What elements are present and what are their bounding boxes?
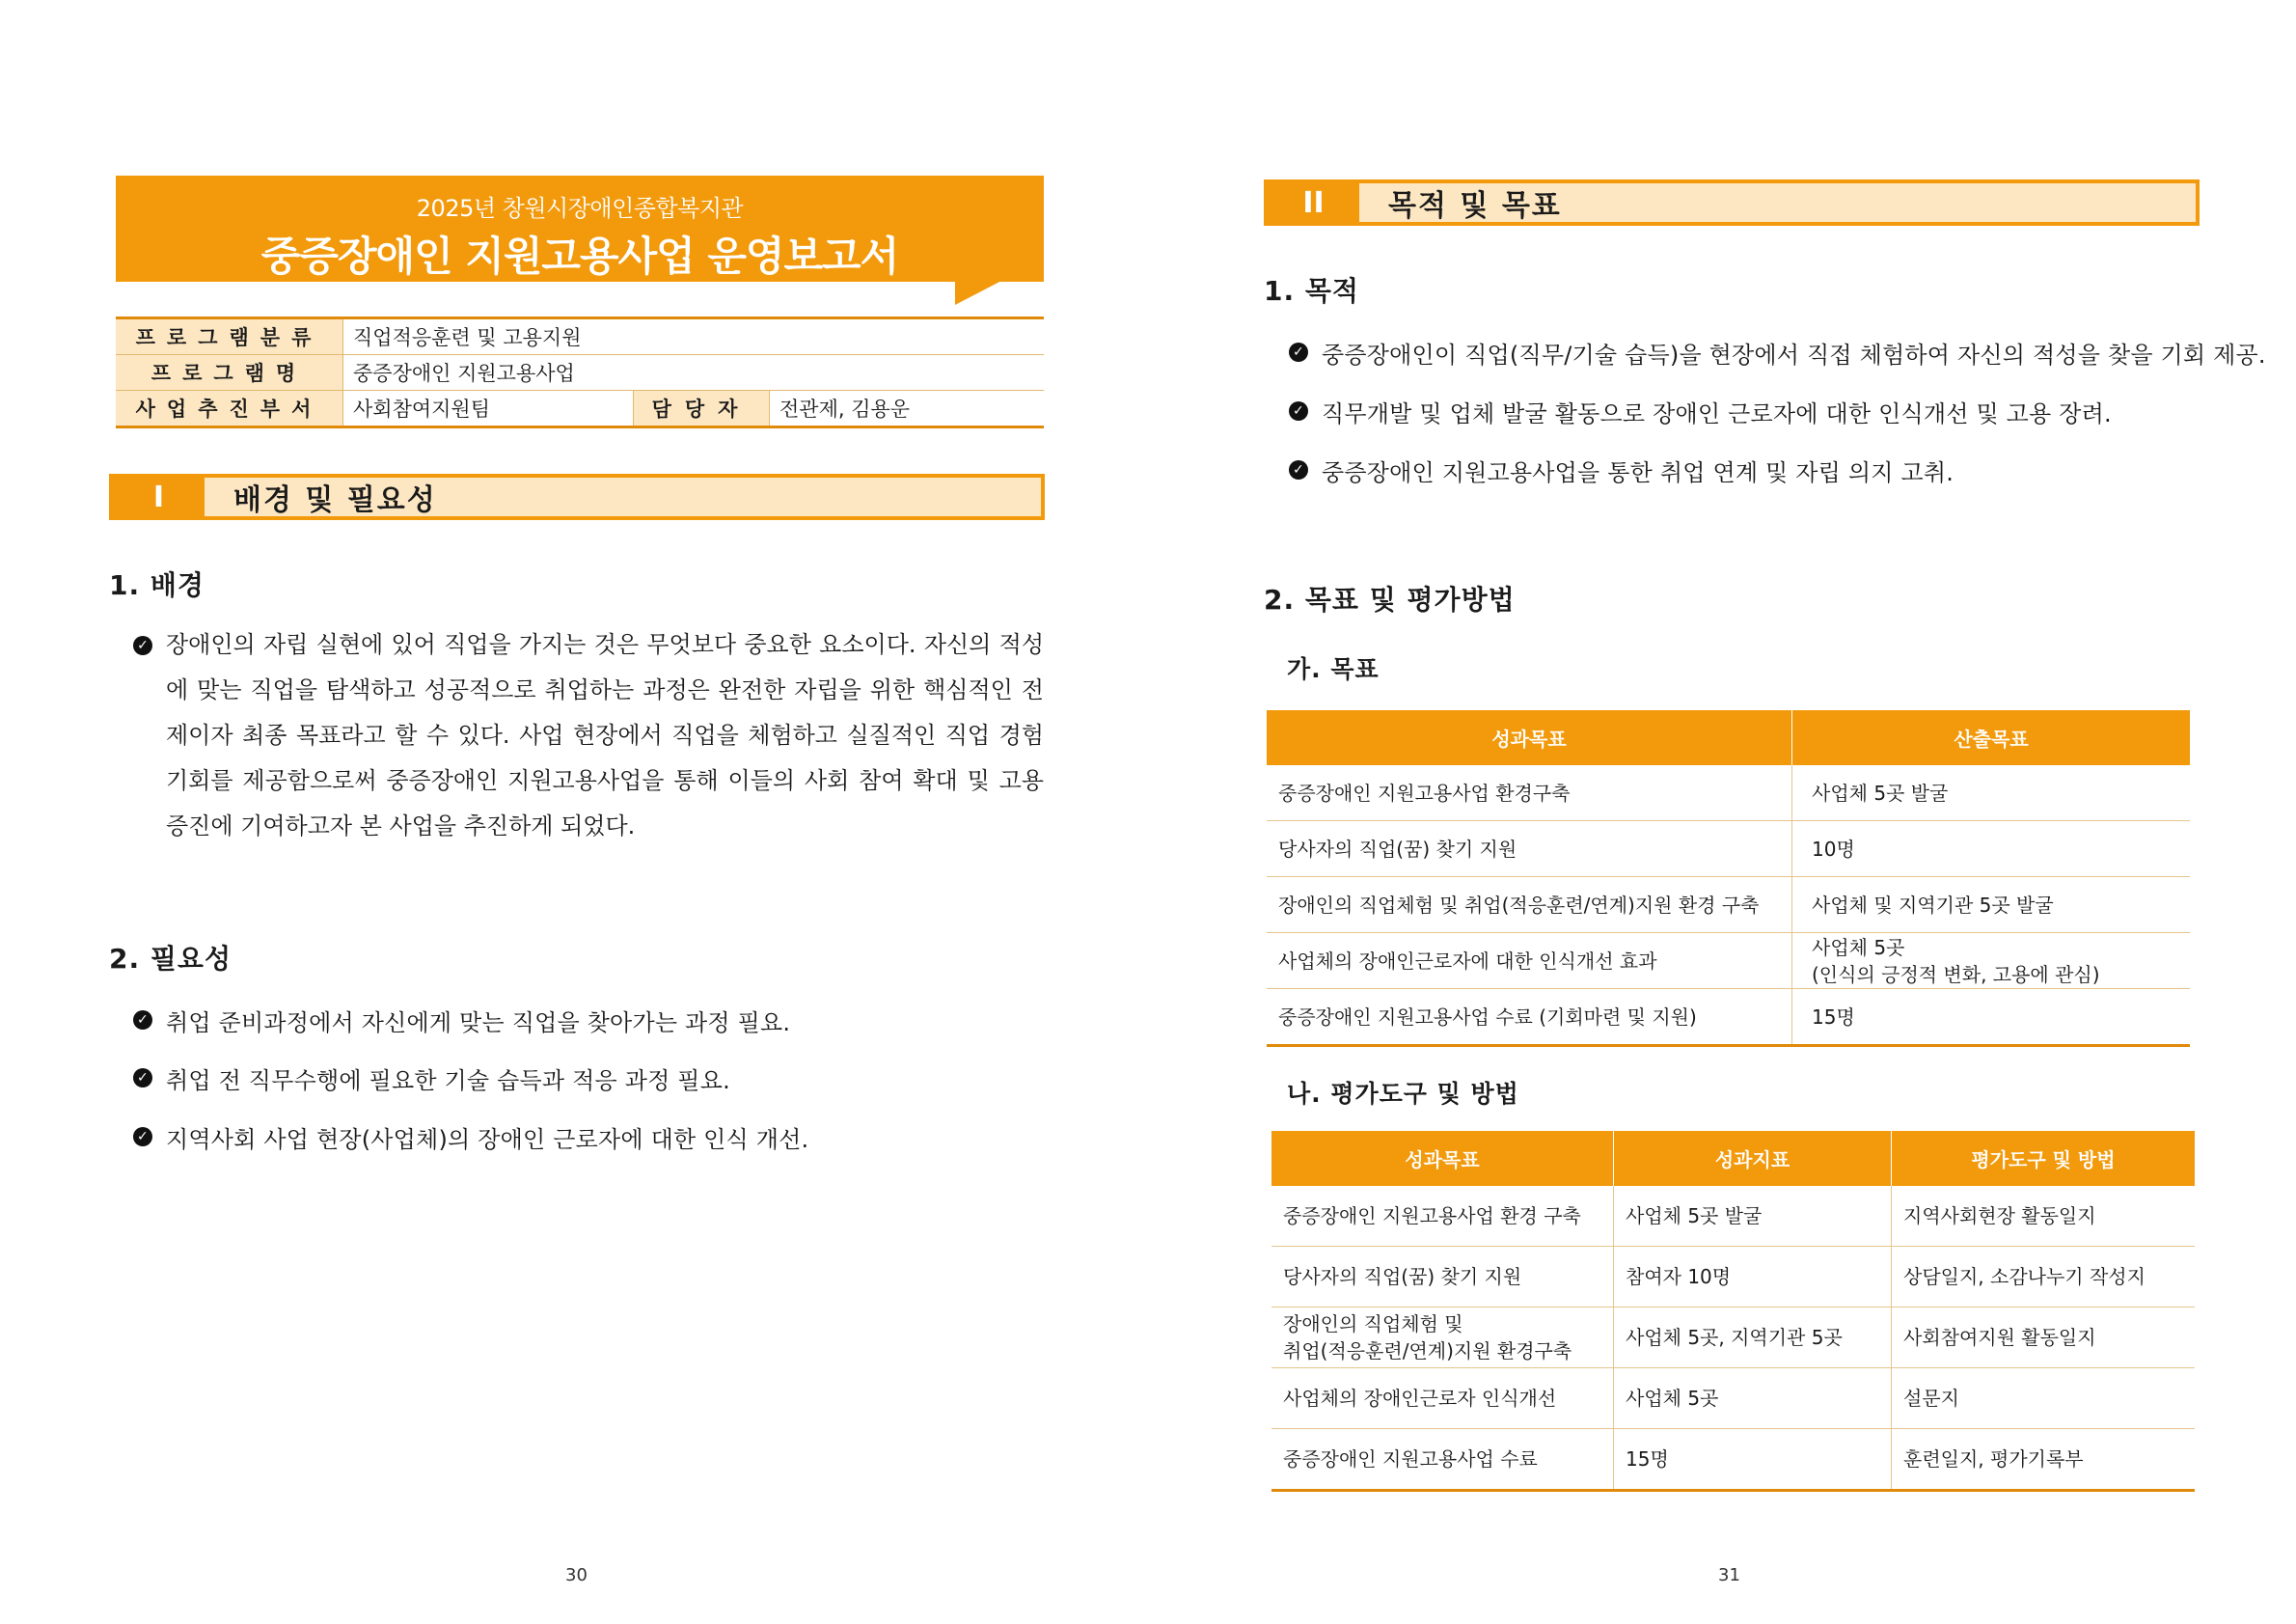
- check-circle-icon: ✓: [133, 636, 152, 655]
- purpose-item: ✓ 중증장애인 지원고용사업을 통한 취업 연계 및 자립 의지 고취.: [1289, 454, 1954, 487]
- table-header: 성과목표: [1267, 710, 1792, 765]
- category-label: 프로그램분류: [116, 318, 343, 355]
- program-info-table: [116, 317, 1044, 428]
- table-row: 당사자의 직업(꿈) 찾기 지원 10명: [1267, 821, 2190, 877]
- section-number: I: [113, 478, 205, 516]
- banner-tail-shape: [955, 280, 1003, 305]
- page-number-right: 31: [1718, 1565, 1740, 1585]
- goals-subheading-b: 나. 평가도구 및 방법: [1287, 1080, 1519, 1108]
- table-header: 성과목표: [1271, 1131, 1614, 1186]
- check-circle-icon: ✓: [133, 1010, 152, 1030]
- goals-subheading-a: 가. 목표: [1287, 655, 1380, 683]
- background-heading: 1. 배경: [109, 569, 205, 601]
- background-block: [133, 622, 1045, 849]
- table-row: 장애인의 직업체험 및 취업(적응훈련/연계)지원 환경구축 사업체 5곳, 지역기관 5곳 사회참여지원 활동일지: [1271, 1307, 2195, 1368]
- table-row: 사업체의 장애인근로자 인식개선 사업체 5곳 설문지: [1271, 1368, 2195, 1429]
- check-circle-icon: ✓: [133, 1068, 152, 1087]
- purpose-item: ✓ 직무개발 및 업체 발굴 활동으로 장애인 근로자에 대한 인식개선 및 고용 장려.: [1289, 395, 2112, 428]
- manager-value: 전관제, 김용운: [770, 391, 1045, 427]
- table-row: 사업체의 장애인근로자에 대한 인식개선 효과 사업체 5곳 (인식의 긍정적 변화, 고용에 관심): [1267, 933, 2190, 989]
- section-bar-2: [1264, 179, 2200, 226]
- program-name-label: 프로그램명: [116, 355, 343, 391]
- page-number-left: 30: [565, 1565, 588, 1585]
- table-row: 중증장애인 지원고용사업 환경 구축 사업체 5곳 발굴 지역사회현장 활동일지: [1271, 1186, 2195, 1247]
- section-number: II: [1268, 183, 1359, 222]
- banner-title: 중증장애인 지원고용사업 운영보고서: [260, 233, 899, 280]
- check-circle-icon: ✓: [1289, 401, 1308, 421]
- section-bar-1: [109, 474, 1045, 520]
- evaluation-table: [1271, 1131, 2195, 1492]
- manager-label: 담당자: [634, 391, 770, 427]
- necessity-item: ✓ 지역사회 사업 현장(사업체)의 장애인 근로자에 대한 인식 개선.: [133, 1120, 808, 1154]
- goals-heading: 2. 목표 및 평가방법: [1264, 584, 1516, 616]
- department-value: 사회참여지원팀: [343, 391, 634, 427]
- check-circle-icon: ✓: [1289, 460, 1308, 480]
- purpose-heading: 1. 목적: [1264, 275, 1359, 307]
- report-banner: [116, 176, 1044, 282]
- table-header: 산출목표: [1792, 710, 2191, 765]
- table-row: 당사자의 직업(꿈) 찾기 지원 참여자 10명 상담일지, 소감나누기 작성지: [1271, 1247, 2195, 1307]
- section-title: 배경 및 필요성: [233, 483, 437, 517]
- program-name-value: 중증장애인 지원고용사업: [343, 355, 1045, 391]
- section-title: 목적 및 목표: [1388, 189, 1562, 223]
- banner-subtitle: 2025년 창원시장애인종합복지관: [416, 195, 744, 222]
- category-value: 직업적응훈련 및 고용지원: [343, 318, 1045, 355]
- check-circle-icon: ✓: [133, 1127, 152, 1146]
- check-circle-icon: ✓: [1289, 343, 1308, 362]
- necessity-item: ✓ 취업 전 직무수행에 필요한 기술 습득과 적응 과정 필요.: [133, 1061, 730, 1095]
- table-row: 중증장애인 지원고용사업 수료 15명 훈련일지, 평가기록부: [1271, 1429, 2195, 1491]
- background-paragraph: 장애인의 자립 실현에 있어 직업을 가지는 것은 무엇보다 중요한 요소이다. 자신의 적성에 맞는 직업을 탐색하고 성공적으로 취업하는 과정은 완전한 자립을 위한 핵심적인 전제이자 최종 목표라고 할 수 있다. 사업 현장에서 직업을 체험하고 실질적인 직업 경험 기회를 제공함으로써 중증장애인 지원고용사업을 통해 이들의 사회 참여 확대 및 고용 증진에 기여하고자 본 사업을 추진하게 되었다.: [166, 631, 1044, 840]
- table-row: 중증장애인 지원고용사업 환경구축 사업체 5곳 발굴: [1267, 765, 2190, 821]
- table-row: 장애인의 직업체험 및 취업(적응훈련/연계)지원 환경 구축 사업체 및 지역기관 5곳 발굴: [1267, 877, 2190, 933]
- purpose-item: ✓ 중증장애인이 직업(직무/기술 습득)을 현장에서 직접 체험하여 자신의 적성을 찾을 기회 제공.: [1289, 336, 2266, 370]
- necessity-heading: 2. 필요성: [109, 943, 232, 975]
- department-label: 사업추진부서: [116, 391, 343, 427]
- table-header: 성과지표: [1614, 1131, 1892, 1186]
- necessity-item: ✓ 취업 준비과정에서 자신에게 맞는 직업을 찾아가는 과정 필요.: [133, 1004, 790, 1037]
- table-row: 중증장애인 지원고용사업 수료 (기회마련 및 지원) 15명: [1267, 989, 2190, 1046]
- goals-table: [1267, 710, 2190, 1047]
- table-header: 평가도구 및 방법: [1892, 1131, 2196, 1186]
